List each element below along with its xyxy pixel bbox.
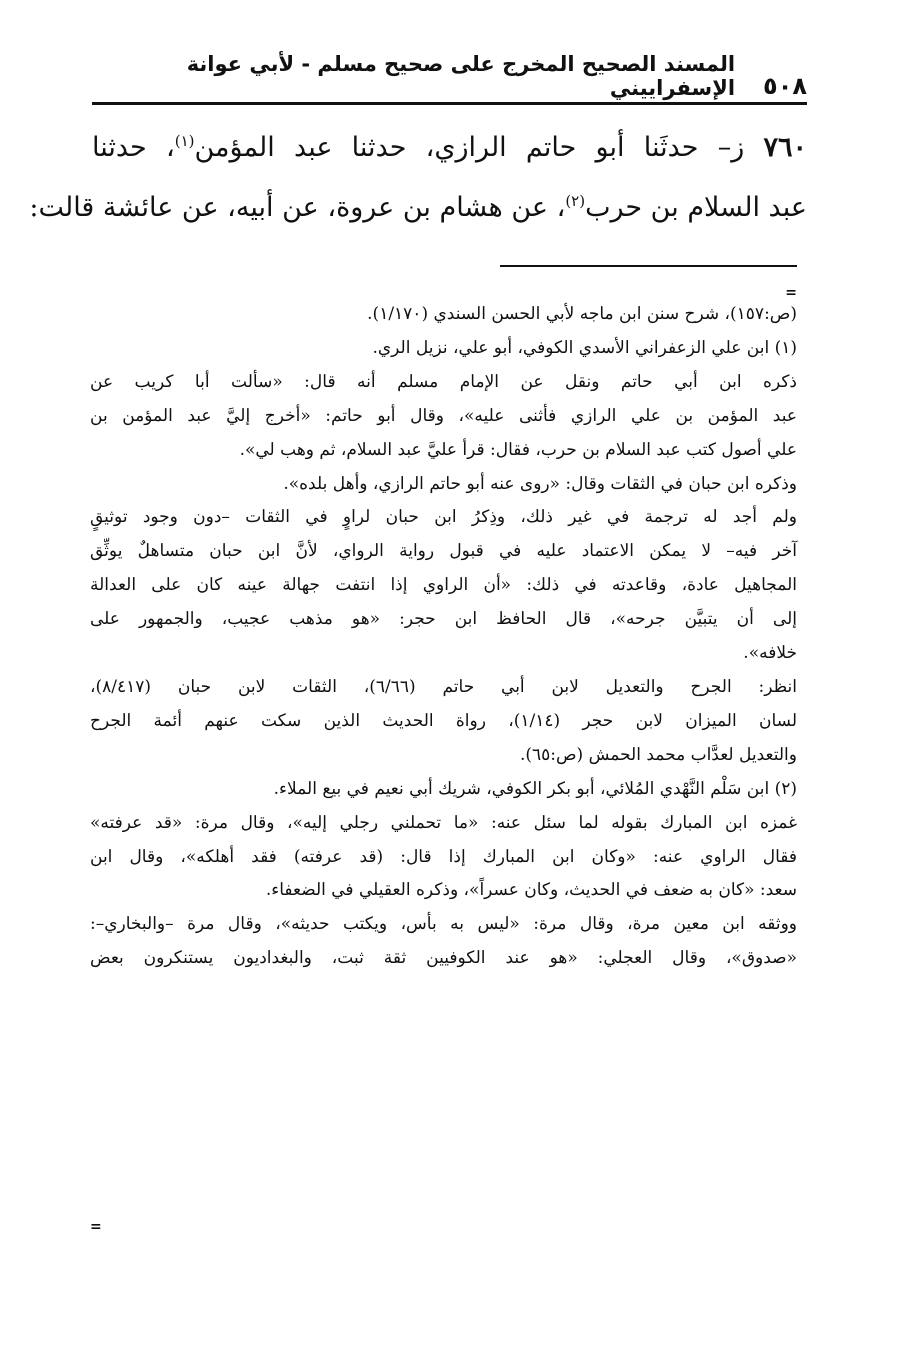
footnote-line: إلى أن يتبيَّن جرحه»، قال الحافظ ابن حجر: «هو مذهب عجيب، والجمهور على (90, 609, 797, 630)
running-header (92, 52, 807, 105)
footnote-line: خلافه». (743, 643, 797, 664)
footnote-line: فقال الراوي عنه: «وكان ابن المبارك إذا قال: (قد عرفته) فقد أهلكه»، وقال ابن (90, 846, 797, 867)
footnote-line: (٢) ابن سَلْم النَّهْدي المُلائي، أبو بكر الكوفي، شريك أبي نعيم في بيع الملاء. (273, 778, 797, 799)
footnotes-block (90, 298, 797, 976)
footnote-line: وذكره ابن حبان في الثقات وقال: «روى عنه أبو حاتم الرازي، وأهل بلده». (283, 473, 797, 494)
hadith-line-1 (92, 118, 807, 178)
footnote-line: (ص:١٥٧)، شرح سنن ابن ماجه لأبي الحسن السندي (١/١٧٠). (367, 304, 797, 324)
footnote-line: والتعديل لعدَّاب محمد الحمش (ص:٦٥). (519, 744, 797, 765)
footnote-line: عبد المؤمن بن علي الرازي فأثنى عليه»، وقال أبو حاتم: «أخرج إليَّ عبد المؤمن بن (90, 405, 797, 426)
footnote-line: (١) ابن علي الزعفراني الأسدي الكوفي، أبو علي، نزيل الري. (372, 337, 797, 358)
footnote-line: ووثقه ابن معين مرة، وقال مرة: «ليس به بأس، ويكتب حديثه»، وقال مرة –والبخاري–: (90, 914, 797, 935)
hadith-line-2 (29, 178, 807, 238)
hadith-text (29, 118, 807, 238)
footnote-line: ولم أجد له ترجمة في غير ذلك، وذِكرُ ابن حبان لراوٍ في الثقات –دون وجود توثيقٍ (90, 507, 797, 528)
footnote-line: لسان الميزان لابن حجر (١/١٤)، رواة الحديث الذين سكت عنهم أئمة الجرح (90, 710, 797, 731)
footnote-line: المجاهيل عادة، وقاعدته في ذلك: «أن الراوي إذا انتفت جهالة عينه كان على العدالة (90, 575, 797, 596)
hadith-line-2-start: عبد السلام بن حرب (585, 192, 807, 223)
hadith-line-2-end: ، عن هشام بن عروة، عن أبيه، عن عائشة قالت: (29, 192, 566, 223)
footnote-separator (500, 265, 797, 267)
continuation-mark-top: = (785, 285, 797, 301)
footnote-line: آخر فيه– لا يمكن الاعتماد عليه في قبول رواية الرواي، لأنَّ ابن حبان متساهلٌ يوثِّق (90, 541, 797, 562)
footnote-ref-2: (٢) (565, 192, 586, 210)
page-number: ٥٠٨ (763, 72, 807, 100)
footnote-line: انظر: الجرح والتعديل لابن أبي حاتم (٦/٦٦)، الثقات لابن حبان (٨/٤١٧)، (90, 676, 797, 697)
book-title: المسند الصحيح المخرج على صحيح مسلم - لأبي عوانة الإسفراييني (186, 52, 736, 100)
hadith-number: ٧٦٠ (763, 132, 807, 163)
footnote-ref-1: (١) (174, 132, 195, 150)
footnote-line: سعد: «كان به ضعف في الحديث، وكان عسراً»، وذكره العقيلي في الضعفاء. (265, 880, 797, 901)
footnote-line: «صدوق»، وقال العجلي: «هو عند الكوفيين ثقة ثبت، والبغداديون يستنكرون بعض (90, 948, 797, 969)
hadith-line-1-end: ، حدثنا (92, 132, 175, 163)
footnote-line: ذكره ابن أبي حاتم ونقل عن الإمام مسلم أنه قال: «سألت أبا كريب عن (90, 371, 797, 392)
hadith-line-1-text: ز– حدثَنا أبو حاتم الرازي، حدثنا عبد المؤمن (194, 132, 764, 163)
footnote-line: غمزه ابن المبارك بقوله لما سئل عنه: «ما تحملني رجلي إليه»، وقال مرة: «قد عرفته» (90, 812, 797, 833)
continuation-mark-bottom: = (90, 1219, 102, 1235)
footnote-line: علي أصول كتب عبد السلام بن حرب، فقال: قرأ عليَّ عبد السلام، ثم وهب لي». (239, 439, 797, 460)
